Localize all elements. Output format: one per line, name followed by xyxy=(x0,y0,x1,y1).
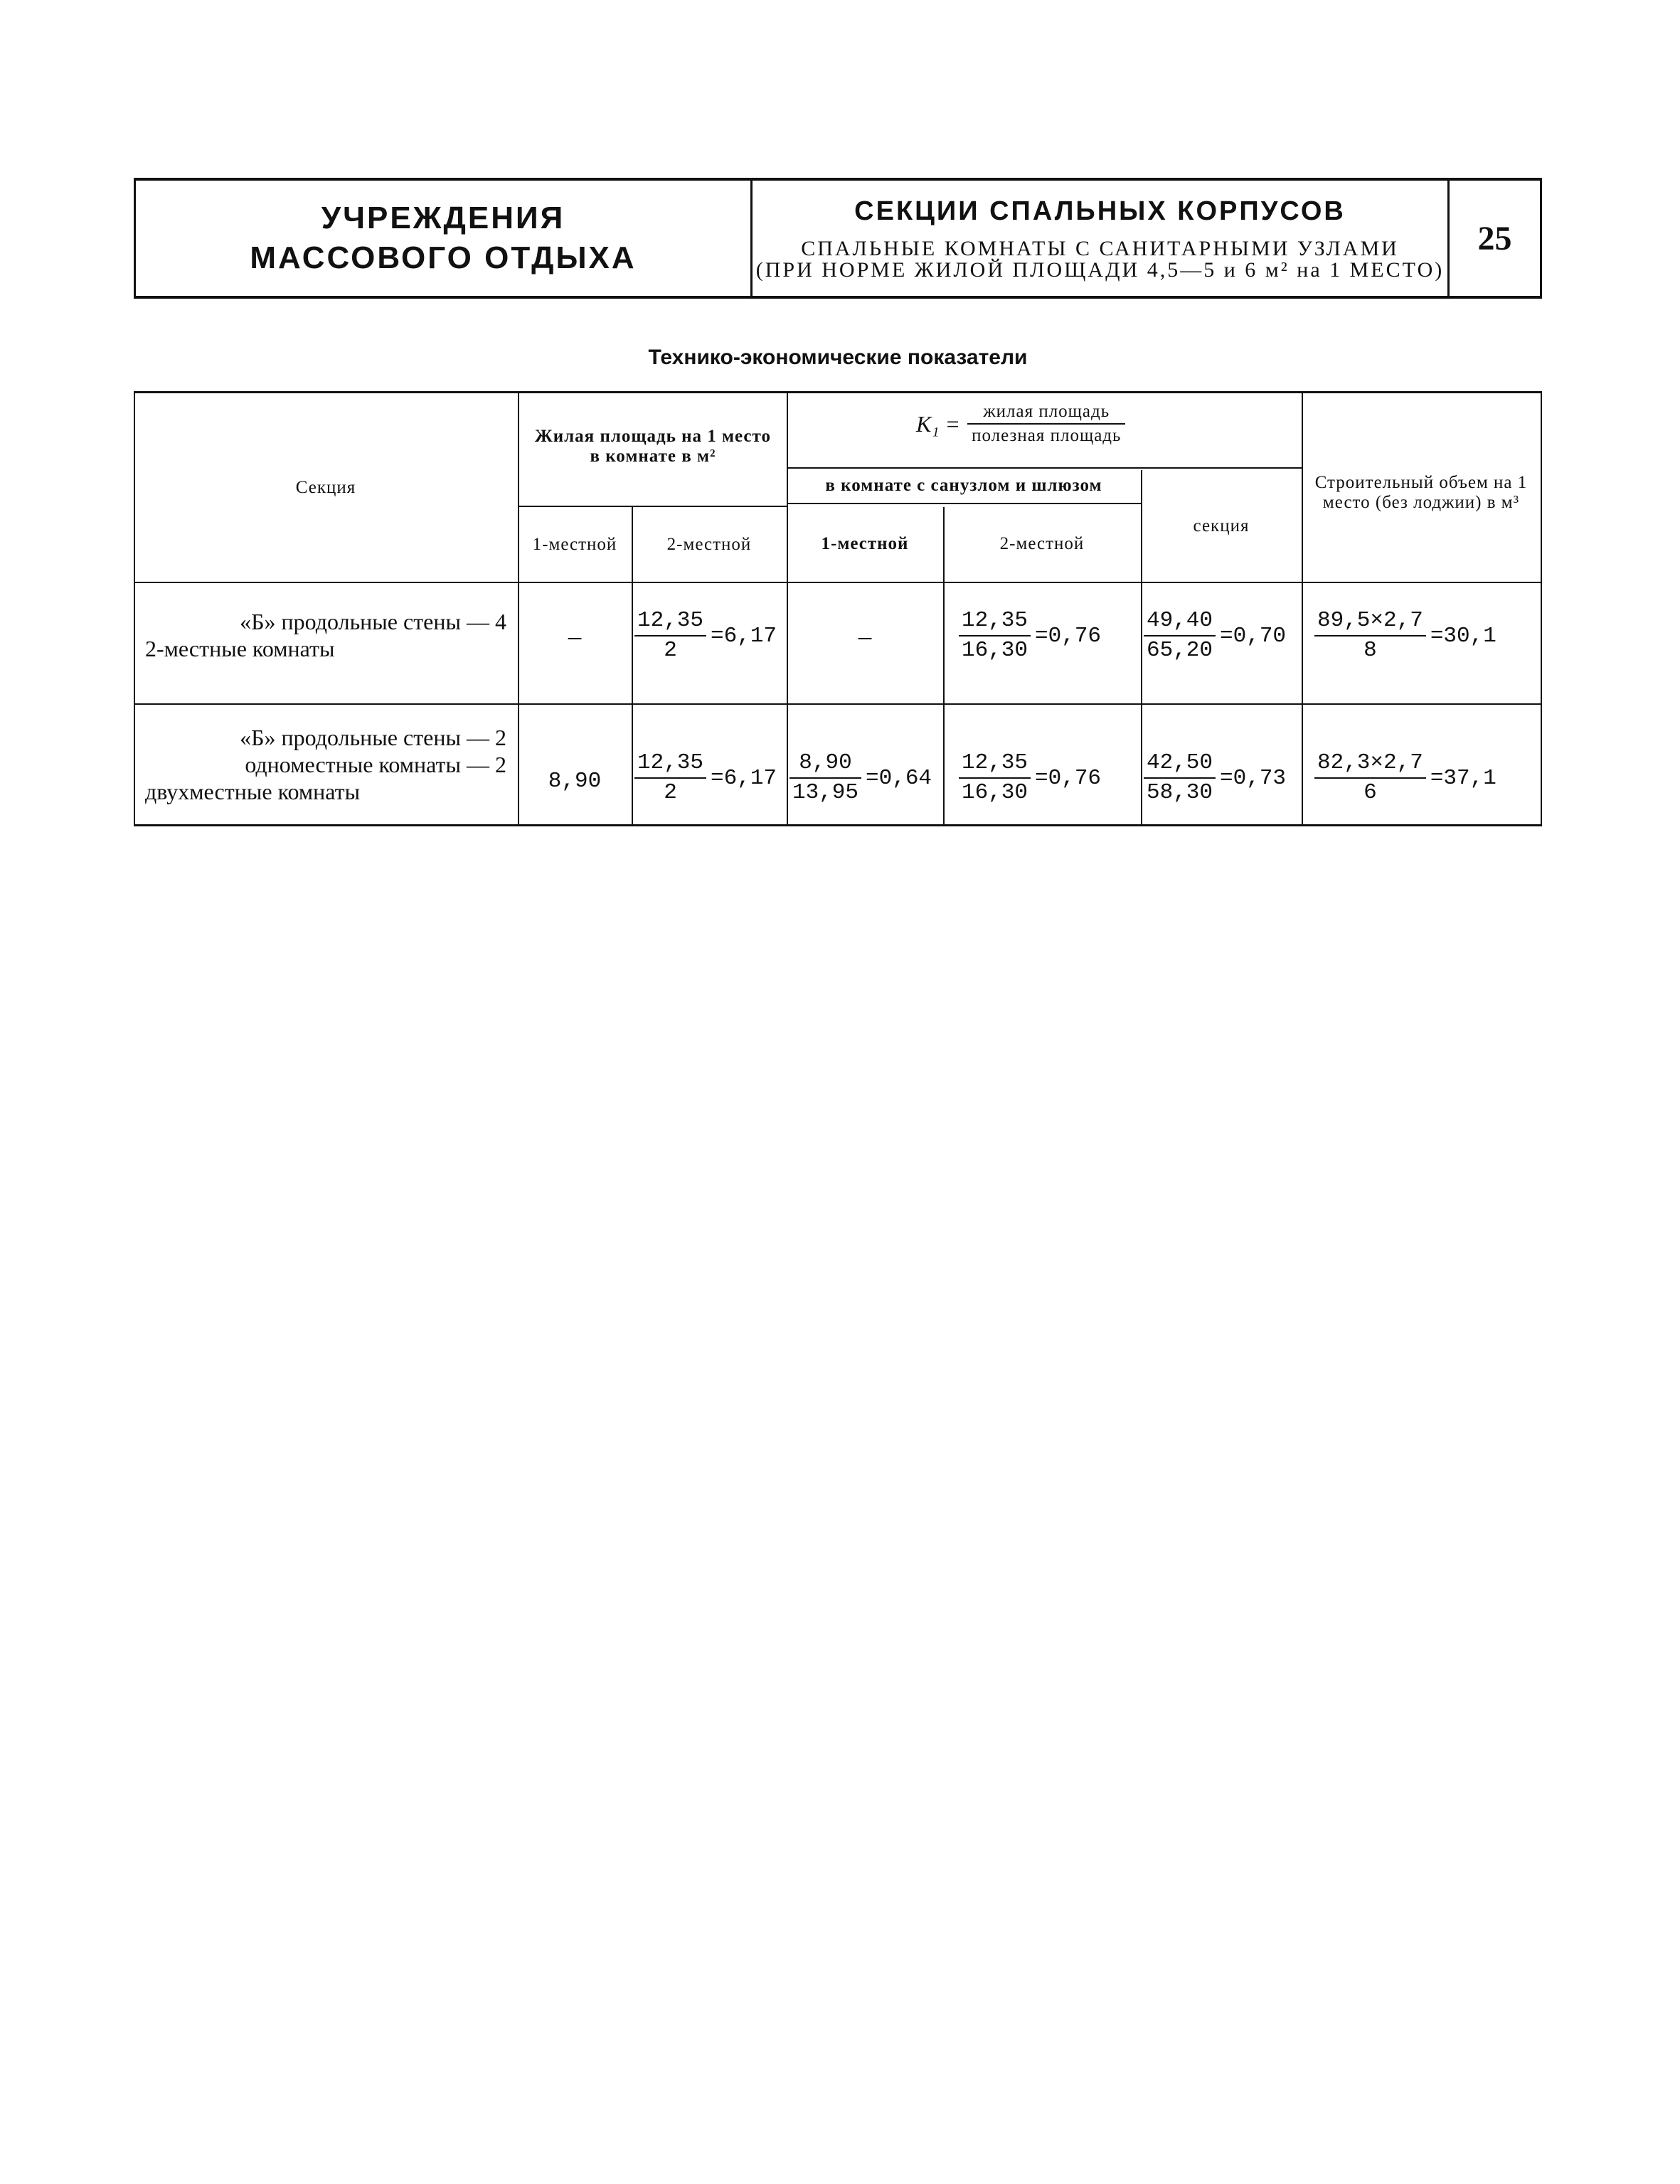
fraction-numerator: 12,35 xyxy=(962,750,1028,775)
header-in-room: в комнате с санузлом и шлюзом xyxy=(825,476,1102,495)
cell-k-section xyxy=(1144,749,1286,807)
row-section-line: 2-местные комнаты xyxy=(145,636,335,661)
fraction-numerator: 49,40 xyxy=(1147,608,1213,633)
indicators-table xyxy=(134,391,1542,826)
cell-area-one-place: — xyxy=(568,626,582,651)
cell-area-two-place xyxy=(634,749,777,807)
fraction-result: =37,1 xyxy=(1430,765,1496,791)
row-divider xyxy=(134,703,1542,705)
k-denominator: полезная площадь xyxy=(972,426,1122,445)
header-volume: Строительный объем на 1 место (без лоджии) в м³ xyxy=(1314,473,1528,512)
table-title: Технико-экономические показатели xyxy=(648,346,1028,369)
fraction-numerator: 89,5×2,7 xyxy=(1317,608,1423,633)
fraction-denominator: 2 xyxy=(664,638,677,663)
cell-volume xyxy=(1314,607,1496,665)
header-one-place: 1-местной xyxy=(532,534,617,554)
k-coefficient-formula xyxy=(916,400,1125,447)
fraction-denominator: 8 xyxy=(1363,638,1377,663)
cell-k-section xyxy=(1144,607,1286,665)
header-sheet-number xyxy=(1450,181,1542,296)
header-k-one-place: 1-местной xyxy=(821,533,909,553)
k-fraction xyxy=(967,400,1125,447)
fraction-denominator: 6 xyxy=(1363,780,1377,805)
row-section-label xyxy=(145,608,515,662)
fraction-numerator: 8,90 xyxy=(799,750,852,775)
sheet-number: 25 xyxy=(1477,219,1512,257)
page-header xyxy=(134,178,1542,299)
fraction-denominator: 65,20 xyxy=(1147,638,1213,663)
col-divider xyxy=(1302,393,1303,824)
cell-k-two-place xyxy=(959,607,1101,665)
fraction-result: =0,73 xyxy=(1220,765,1287,791)
row-divider xyxy=(787,503,1141,504)
fraction-denominator: 16,30 xyxy=(962,638,1028,663)
fraction-result: =30,1 xyxy=(1430,623,1496,649)
fraction-numerator: 42,50 xyxy=(1147,750,1213,775)
k-label: K₁ = xyxy=(916,410,961,437)
row-section-line: «Б» продольные стены — 2 xyxy=(240,725,506,750)
fraction-result: =6,17 xyxy=(711,623,777,649)
fraction-result: =0,64 xyxy=(866,765,932,791)
row-section-line: одноместные комнаты — 2 xyxy=(245,752,506,777)
fraction-denominator: 13,95 xyxy=(792,780,859,805)
cell-volume xyxy=(1314,749,1496,807)
header-subtitle-2: (ПРИ НОРМЕ ЖИЛОЙ ПЛОЩАДИ 4,5—5 и 6 м² на 1 МЕСТО) xyxy=(755,258,1445,282)
row-section-line: двухместные комнаты xyxy=(145,779,361,804)
fraction-denominator: 2 xyxy=(664,780,677,805)
k-numerator: жилая площадь xyxy=(983,402,1110,421)
fraction-numerator: 12,35 xyxy=(637,608,704,633)
cell-k-two-place xyxy=(959,749,1101,807)
header-two-place: 2-местной xyxy=(666,534,752,554)
header-bottom-rule xyxy=(134,582,1542,583)
fraction-numerator: 82,3×2,7 xyxy=(1317,750,1423,775)
header-k-two-place: 2-местной xyxy=(999,533,1085,553)
header-title-block xyxy=(753,181,1450,296)
fraction-result: =0,76 xyxy=(1035,765,1102,791)
header-category xyxy=(134,181,753,296)
header-section: Секция xyxy=(295,477,356,497)
fraction-result: =0,76 xyxy=(1035,623,1102,649)
fraction-denominator: 16,30 xyxy=(962,780,1028,805)
header-living-area: Жилая площадь на 1 место в комнате в м² xyxy=(535,427,771,466)
cell-area-one-place: 8,90 xyxy=(548,768,602,794)
row-section-line: «Б» продольные стены — 4 xyxy=(240,609,506,634)
fraction-result: =0,70 xyxy=(1220,623,1287,649)
header-title: СЕКЦИИ СПАЛЬНЫХ КОРПУСОВ xyxy=(854,196,1346,226)
cell-k-one-place: — xyxy=(858,626,872,651)
table-border-right xyxy=(1541,393,1542,824)
row-section-label xyxy=(145,724,515,805)
fraction-denominator: 58,30 xyxy=(1147,780,1213,805)
fraction-numerator: 12,35 xyxy=(637,750,704,775)
header-category-line1: УЧРЕЖДЕНИЯ xyxy=(321,201,565,235)
header-subtitle-1: СПАЛЬНЫЕ КОМНАТЫ С САНИТАРНЫМИ УЗЛАМИ xyxy=(801,237,1399,260)
cell-k-one-place xyxy=(790,749,932,807)
cell-area-two-place xyxy=(634,607,777,665)
header-k-section: секция xyxy=(1193,516,1250,536)
fraction-result: =6,17 xyxy=(711,765,777,791)
header-category-line2: МАССОВОГО ОТДЫХА xyxy=(250,240,637,275)
fraction-numerator: 12,35 xyxy=(962,608,1028,633)
